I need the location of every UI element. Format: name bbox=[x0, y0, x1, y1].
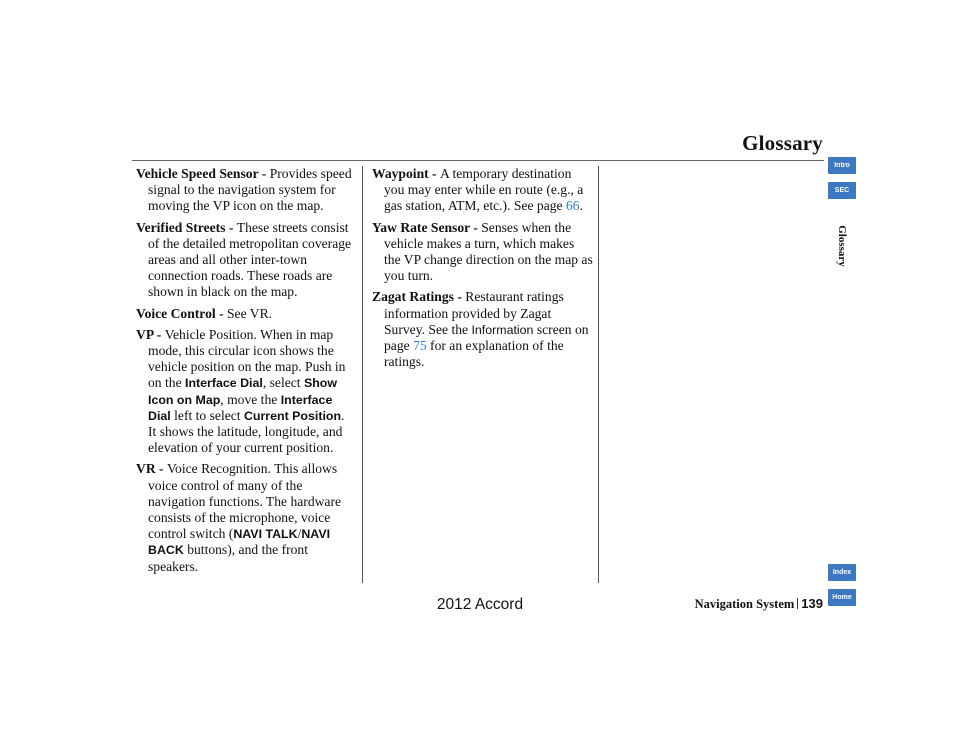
definition-end: . bbox=[579, 198, 583, 214]
page-number: 139 bbox=[801, 596, 823, 611]
control-name: NAVI TALK bbox=[233, 527, 298, 542]
glossary-entry-vehicle-speed-sensor bbox=[136, 166, 354, 215]
definition-part: Restaurant ratings information provided by Zagat Survey. See the bbox=[384, 289, 564, 337]
definition-part: , select bbox=[262, 375, 304, 391]
home-tab[interactable]: Home bbox=[828, 589, 856, 606]
definition: A temporary destination you may enter while en route (e.g., a gas station, ATM, etc.). See page bbox=[384, 166, 584, 214]
glossary-entry-vp bbox=[136, 327, 354, 457]
glossary-entry-voice-control bbox=[136, 306, 354, 322]
page-link-75[interactable]: 75 bbox=[413, 338, 427, 354]
definition-part: for an explanation of the ratings. bbox=[384, 338, 564, 370]
glossary-entry-verified-streets bbox=[136, 220, 354, 301]
index-tab[interactable]: Index bbox=[828, 564, 856, 581]
sec-tab[interactable]: SEC bbox=[828, 182, 856, 199]
glossary-entry-yaw-rate-sensor bbox=[372, 220, 594, 285]
term: Zagat Ratings - bbox=[372, 289, 466, 305]
glossary-entry-zagat-ratings bbox=[372, 289, 594, 370]
definition-part: screen on page bbox=[384, 321, 589, 354]
glossary-column-right bbox=[372, 166, 594, 375]
model-name: 2012 Accord bbox=[436, 596, 524, 613]
definition-part: buttons), and the front speakers. bbox=[148, 542, 309, 574]
control-name: Interface Dial bbox=[148, 392, 333, 423]
column-divider-left bbox=[362, 166, 363, 583]
definition-part: . It shows the latitude, longitude, and elevation of your current position. bbox=[148, 407, 345, 456]
intro-tab[interactable]: Intro bbox=[828, 157, 856, 174]
column-divider-right bbox=[598, 166, 599, 583]
definition-part: Vehicle Position. When in map mode, this circular icon shows the vehicle position on the map. Push in on the bbox=[148, 326, 346, 391]
definition: Provides speed signal to the navigation system for moving the VP icon on the map. bbox=[148, 166, 352, 214]
glossary-entry-waypoint bbox=[372, 166, 594, 215]
definition-part: left to select bbox=[170, 407, 244, 423]
term: VR - bbox=[136, 461, 167, 477]
definition: Senses when the vehicle makes a turn, which makes the VP change direction on the map as you turn. bbox=[384, 219, 593, 284]
term: Yaw Rate Sensor - bbox=[372, 219, 482, 235]
glossary-entry-vr bbox=[136, 461, 354, 574]
definition: See VR. bbox=[227, 305, 273, 321]
page-link-66[interactable]: 66 bbox=[565, 198, 580, 214]
screen-name: Information bbox=[471, 322, 534, 337]
term: Waypoint - bbox=[372, 166, 440, 181]
title-rule bbox=[132, 160, 824, 161]
control-name: Show Icon on Map bbox=[148, 376, 338, 407]
term: Voice Control - bbox=[136, 305, 227, 321]
section-side-label bbox=[826, 206, 858, 286]
book-title: Navigation System bbox=[694, 597, 795, 611]
glossary-column-left bbox=[136, 166, 354, 580]
definition: These streets consist of the detailed metropolitan coverage areas and all other inter-town connection roads. These roads are shown in black on the map. bbox=[148, 219, 352, 300]
definition-part: Voice Recognition. This allows voice control of many of the navigation functions. The hardware consists of the microphone, voice control switch ( bbox=[148, 461, 342, 542]
definition-part: , move the bbox=[220, 391, 281, 407]
control-name: Current Position bbox=[243, 408, 342, 423]
control-name: Interface Dial bbox=[185, 376, 263, 391]
side-label-text: Glossary bbox=[836, 225, 848, 267]
page-title: Glossary bbox=[742, 131, 823, 155]
definition-part: / bbox=[297, 526, 302, 542]
term: Verified Streets - bbox=[136, 219, 237, 235]
term: VP - bbox=[136, 326, 165, 342]
term: Vehicle Speed Sensor - bbox=[136, 166, 270, 181]
control-name: NAVI BACK bbox=[148, 527, 331, 558]
